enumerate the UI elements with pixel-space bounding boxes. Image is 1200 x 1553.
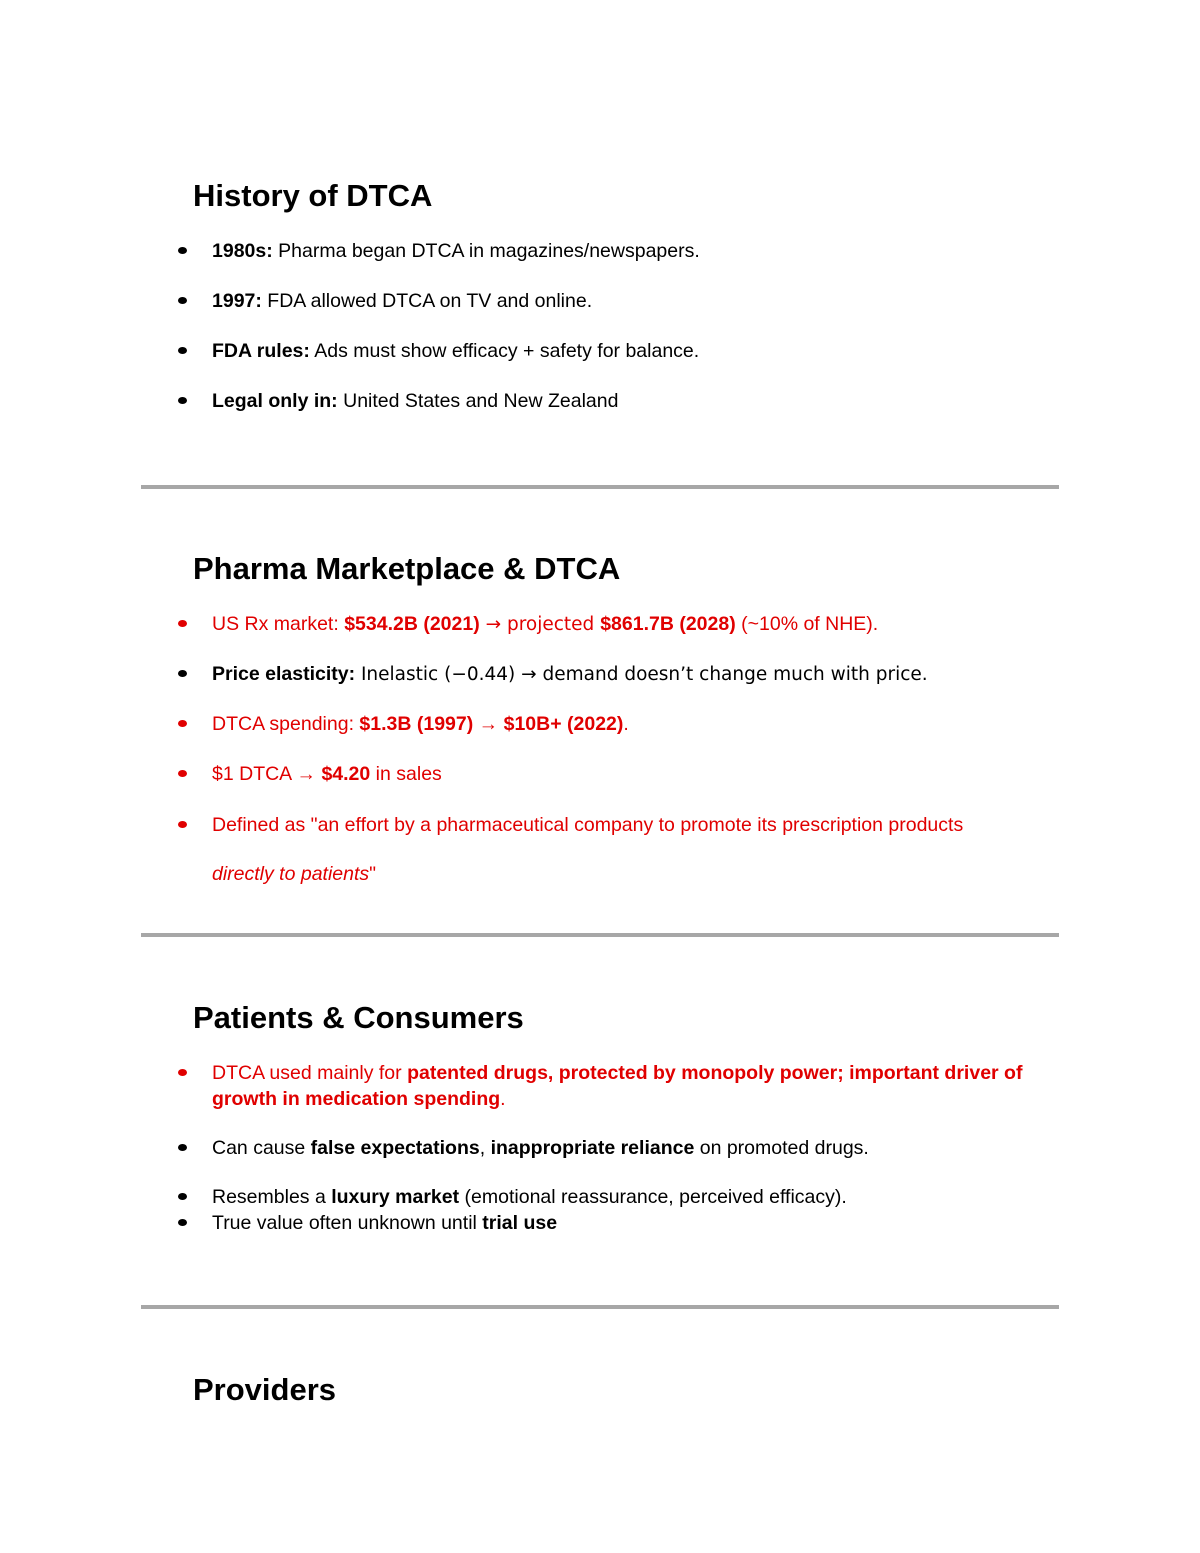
list-item (212, 661, 1072, 688)
item-text: → (473, 713, 504, 735)
list-item (212, 1135, 1072, 1161)
item-text: " (369, 863, 377, 885)
item-label: 1980s: (212, 240, 273, 262)
list-item (212, 1184, 1072, 1210)
list-item-continuation (212, 861, 1072, 887)
list-item (212, 288, 1072, 314)
item-emphasis: $4.20 (321, 763, 371, 785)
bullet-icon (178, 670, 187, 677)
bullet-icon (178, 297, 187, 304)
section-heading-patients: Patients & Consumers (193, 1000, 524, 1035)
item-text: in sales (370, 763, 442, 785)
item-text: DTCA spending: (212, 713, 360, 735)
item-text: United States and New Zealand (337, 390, 619, 412)
list-item (212, 611, 1072, 638)
bullet-icon (178, 620, 187, 627)
item-text: US Rx market: (212, 613, 345, 635)
item-emphasis: luxury market (331, 1186, 460, 1208)
item-text: FDA allowed DTCA on TV and online. (261, 290, 593, 312)
section-heading-history: History of DTCA (193, 178, 433, 213)
section-heading-marketplace: Pharma Marketplace & DTCA (193, 551, 621, 586)
item-label: Price elasticity: (212, 663, 356, 685)
list-item (212, 812, 1072, 838)
list-item (212, 711, 1072, 737)
item-text: → projected (479, 614, 601, 635)
section-heading-providers: Providers (193, 1372, 337, 1407)
item-italic: directly to patients (212, 863, 370, 885)
item-text: Can cause (212, 1137, 311, 1159)
item-text: (~10% of NHE). (735, 613, 879, 635)
list-item (212, 1060, 1032, 1112)
item-label: FDA rules: (212, 340, 310, 362)
list-item (212, 388, 1072, 414)
item-text: . (500, 1088, 506, 1110)
item-text: Resembles a (212, 1186, 332, 1208)
bullet-icon (178, 821, 187, 828)
item-emphasis: $10B+ (2022) (503, 713, 624, 735)
item-text: Inelastic (−0.44) → demand doesn’t change much with price. (355, 664, 928, 685)
bullet-icon (178, 1219, 187, 1226)
item-emphasis: $861.7B (2028) (600, 613, 736, 635)
list-item (212, 338, 1072, 364)
item-text: Pharma began DTCA in magazines/newspapers. (272, 240, 700, 262)
bullet-icon (178, 1193, 187, 1200)
item-emphasis: $534.2B (2021) (344, 613, 480, 635)
item-text: . (623, 713, 629, 735)
list-item (212, 761, 1072, 787)
item-emphasis: false expectations (310, 1137, 480, 1159)
item-label: Legal only in: (212, 390, 338, 412)
section-divider (141, 1305, 1059, 1309)
item-emphasis: patented drugs, protected by monopoly power; important driver of growth in medication spending (212, 1062, 1023, 1110)
bullet-icon (178, 720, 187, 727)
item-emphasis: $1.3B (1997) (359, 713, 474, 735)
bullet-icon (178, 770, 187, 777)
item-text: DTCA used mainly for (212, 1062, 408, 1084)
section-divider (141, 485, 1059, 489)
item-text: , (479, 1137, 491, 1159)
bullet-icon (178, 247, 187, 254)
item-text: $1 DTCA → (212, 763, 322, 785)
item-label: 1997: (212, 290, 262, 312)
list-item (212, 238, 1072, 264)
item-text: on promoted drugs. (694, 1137, 869, 1159)
section-divider (141, 933, 1059, 937)
list-item (212, 1210, 1072, 1236)
item-text: (emotional reassurance, perceived efficacy). (459, 1186, 847, 1208)
bullet-icon (178, 1069, 187, 1076)
item-text: Ads must show efficacy + safety for balance. (309, 340, 700, 362)
bullet-icon (178, 347, 187, 354)
item-text: True value often unknown until (212, 1212, 483, 1234)
bullet-icon (178, 397, 187, 404)
item-emphasis: trial use (482, 1212, 558, 1234)
item-emphasis: inappropriate reliance (490, 1137, 695, 1159)
item-text: Defined as "an effort by a pharmaceutical company to promote its prescription products (212, 814, 964, 836)
bullet-icon (178, 1144, 187, 1151)
